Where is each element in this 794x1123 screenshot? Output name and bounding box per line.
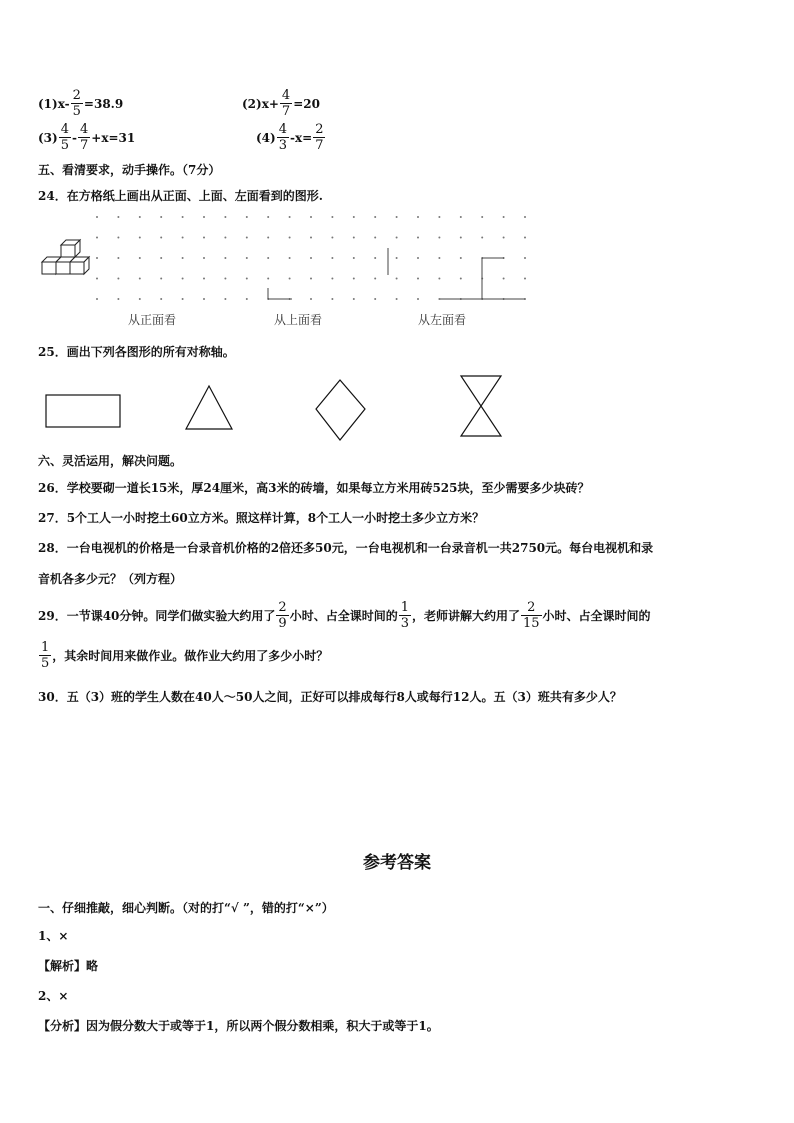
q29-fraction-3 — [521, 600, 542, 631]
grid-dot — [353, 278, 355, 280]
grid-dot — [224, 257, 226, 259]
eq4-denominator-2: 7 — [315, 138, 324, 153]
grid-label-left: 从左面看 — [418, 313, 467, 327]
grid-dot — [117, 216, 119, 218]
answer-1-note: 【解析】略 — [38, 959, 99, 973]
grid-dot — [289, 237, 291, 239]
grid-dot — [396, 216, 398, 218]
grid-partial-lines — [268, 248, 525, 299]
q29-f1-num: 2 — [278, 600, 287, 615]
rectangle-shape — [46, 395, 120, 427]
eq4-numerator-2: 2 — [315, 122, 324, 137]
grid-dot — [139, 298, 141, 300]
grid-dot — [503, 216, 505, 218]
grid-dot — [182, 278, 184, 280]
question-30: 30．五（3）班的学生人数在40人～50人之间，正好可以排成每行8人或每行12人。五（3）班共有多少人？ — [38, 690, 622, 704]
grid-dot — [417, 237, 419, 239]
question-26: 26．学校要砌一道长15米，厚24厘米，高3米的砖墙，如果每立方米用砖525块，至少需要多少块砖？ — [38, 481, 590, 495]
grid-dot — [182, 216, 184, 218]
grid-dot — [246, 278, 248, 280]
answer-1: 1、× — [38, 929, 69, 943]
grid-dot — [117, 237, 119, 239]
dotted-grid — [96, 216, 526, 300]
grid-dot — [139, 257, 141, 259]
eq2-suffix: =20 — [293, 96, 320, 111]
q29-fraction-1 — [276, 600, 288, 631]
answer-2-note: 【分析】因为假分数大于或等于1，所以两个假分数相乘，积大于或等于1。 — [38, 1019, 439, 1033]
grid-dot — [246, 257, 248, 259]
grid-dot — [203, 278, 205, 280]
grid-dot — [353, 257, 355, 259]
grid-dot — [460, 216, 462, 218]
section-5-heading: 五、看清要求，动手操作。（7分） — [38, 163, 221, 177]
grid-dot — [331, 278, 333, 280]
grid-dot — [524, 237, 526, 239]
grid-dot — [160, 298, 162, 300]
eq3-suffix: +x=31 — [91, 130, 136, 145]
eq2-numerator: 4 — [281, 88, 291, 103]
grid-dot — [96, 257, 98, 259]
grid-dot — [289, 278, 291, 280]
answer-title: 参考答案 — [363, 853, 431, 873]
grid-dot — [374, 237, 376, 239]
q29-text-1: 29．一节课40分钟。同学们做实验大约用了 — [38, 609, 276, 623]
eq3-operator: - — [72, 130, 77, 145]
eq4-prefix: (4) — [256, 130, 276, 145]
grid-dot — [182, 298, 184, 300]
grid-dot — [117, 278, 119, 280]
grid-dot — [182, 257, 184, 259]
grid-dot — [417, 298, 419, 300]
grid-dot — [396, 298, 398, 300]
grid-dot — [139, 216, 141, 218]
grid-dot — [160, 237, 162, 239]
answer-2: 2、× — [38, 989, 69, 1003]
eq1-prefix: (1)x- — [38, 96, 70, 111]
question-29-line-2 — [38, 640, 328, 671]
grid-dot — [224, 216, 226, 218]
grid-dot — [353, 298, 355, 300]
grid-dot — [139, 278, 141, 280]
q29-text-4: 小时、占全课时间的 — [542, 609, 651, 623]
grid-dot — [331, 216, 333, 218]
q29-fraction-4 — [39, 640, 51, 671]
eq3-denominator-1: 5 — [60, 138, 69, 153]
grid-dot — [246, 237, 248, 239]
hourglass-shape — [461, 376, 501, 436]
grid-dot — [310, 278, 312, 280]
q29-fraction-2 — [399, 600, 411, 631]
eq4-operator: -x= — [290, 130, 313, 145]
question-29-line-1 — [38, 600, 651, 631]
grid-dot — [374, 216, 376, 218]
eq1-suffix: =38.9 — [83, 96, 124, 111]
grid-dot — [203, 237, 205, 239]
grid-dot — [331, 298, 333, 300]
figures-svg — [0, 0, 794, 460]
grid-dot — [310, 257, 312, 259]
grid-dot — [96, 237, 98, 239]
grid-dot — [160, 257, 162, 259]
grid-dot — [289, 216, 291, 218]
grid-dot — [203, 257, 205, 259]
q29-f3-num: 2 — [521, 600, 542, 616]
grid-label-top: 从上面看 — [274, 313, 323, 327]
grid-dot — [224, 237, 226, 239]
grid-dot — [289, 257, 291, 259]
grid-dot — [267, 257, 269, 259]
grid-dot — [267, 278, 269, 280]
grid-dot — [503, 278, 505, 280]
grid-dot — [117, 298, 119, 300]
q29-f4-den: 5 — [41, 656, 50, 671]
grid-dot — [524, 257, 526, 259]
grid-dot — [96, 216, 98, 218]
grid-dot — [331, 257, 333, 259]
q29-f2-num: 1 — [400, 600, 409, 615]
grid-dot — [310, 216, 312, 218]
grid-dot — [438, 237, 440, 239]
grid-dot — [331, 237, 333, 239]
grid-dot — [267, 216, 269, 218]
grid-dot — [524, 278, 526, 280]
grid-dot — [438, 257, 440, 259]
triangle-shape — [186, 386, 232, 429]
eq4-numerator-1: 4 — [278, 122, 287, 137]
section-6-heading: 六、灵活运用，解决问题。 — [38, 454, 183, 468]
question-24: 24．在方格纸上画出从正面、上面、左面看到的图形. — [38, 189, 323, 203]
grid-dot — [246, 298, 248, 300]
grid-dot — [203, 216, 205, 218]
grid-label-front: 从正面看 — [128, 313, 177, 327]
grid-dot — [460, 257, 462, 259]
grid-dot — [353, 237, 355, 239]
grid-dot — [160, 216, 162, 218]
grid-dot — [203, 298, 205, 300]
q29-f4-num: 1 — [41, 640, 50, 655]
rhombus-shape — [316, 380, 365, 440]
grid-dot — [417, 278, 419, 280]
question-28-line-2: 音机各多少元？（列方程） — [38, 572, 183, 586]
grid-dot — [182, 237, 184, 239]
grid-dot — [96, 278, 98, 280]
q29-f3-den: 15 — [523, 616, 540, 631]
eq3-numerator-2: 4 — [79, 122, 89, 137]
grid-dot — [310, 298, 312, 300]
grid-dot — [374, 257, 376, 259]
grid-dot — [224, 298, 226, 300]
grid-dot — [374, 298, 376, 300]
question-27: 27．5个工人一小时挖土60立方米。照这样计算，8个工人一小时挖土多少立方米？ — [38, 511, 485, 525]
grid-dot — [417, 216, 419, 218]
question-28-line-1: 28．一台电视机的价格是一台录音机价格的2倍还多50元，一台电视机和一台录音机一共2750元。每台电视机和录 — [38, 541, 654, 555]
grid-dot — [438, 216, 440, 218]
cube-stack-figure — [42, 240, 89, 274]
q29-text-2: 小时、占全课时间的 — [289, 609, 398, 623]
eq2-denominator: 7 — [281, 104, 291, 119]
eq3-denominator-2: 7 — [79, 138, 89, 153]
grid-dot — [396, 257, 398, 259]
grid-dot — [117, 257, 119, 259]
grid-dot — [460, 237, 462, 239]
grid-dot — [481, 216, 483, 218]
grid-dot — [396, 278, 398, 280]
eq1-numerator: 2 — [72, 88, 81, 103]
eq2-prefix: (2)x+ — [242, 96, 279, 111]
grid-dot — [246, 216, 248, 218]
grid-dot — [438, 278, 440, 280]
grid-dot — [481, 237, 483, 239]
grid-dot — [417, 257, 419, 259]
eq1-denominator: 5 — [72, 104, 81, 119]
grid-dot — [524, 216, 526, 218]
grid-dot — [267, 237, 269, 239]
q29-f2-den: 3 — [400, 616, 409, 631]
grid-dot — [160, 278, 162, 280]
grid-dot — [224, 278, 226, 280]
grid-dot — [139, 237, 141, 239]
grid-dot — [374, 278, 376, 280]
grid-dot — [96, 298, 98, 300]
grid-dot — [310, 237, 312, 239]
grid-dot — [460, 278, 462, 280]
grid-dot — [396, 237, 398, 239]
q29-text-5: ，其余时间用来做作业。做作业大约用了多少小时？ — [52, 649, 329, 663]
q29-text-3: ，老师讲解大约用了 — [411, 609, 520, 623]
symmetry-shapes — [46, 376, 501, 440]
question-25: 25．画出下列各图形的所有对称轴。 — [38, 345, 235, 359]
q29-f1-den: 9 — [278, 616, 287, 631]
grid-dot — [353, 216, 355, 218]
grid-dot — [503, 237, 505, 239]
eq3-prefix: (3) — [38, 130, 58, 145]
answer-section-1-heading: 一、仔细推敲，细心判断。（对的打“√ ”，错的打“×”） — [38, 901, 334, 915]
eq3-numerator-1: 4 — [60, 122, 69, 137]
eq4-denominator-1: 3 — [278, 138, 287, 153]
